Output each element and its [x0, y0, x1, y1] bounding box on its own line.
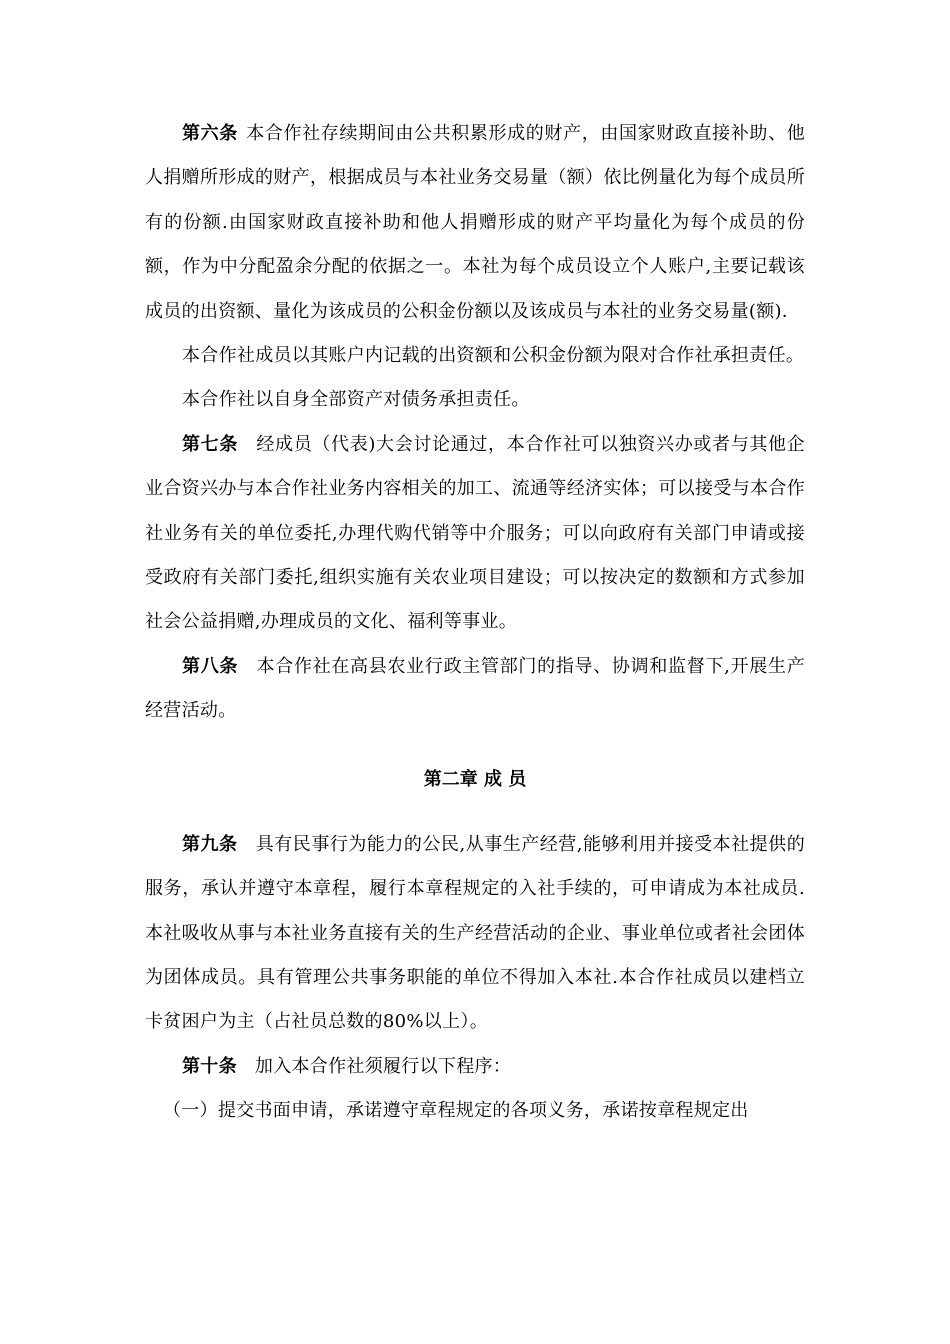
article-10-text: 加入本合作社须履行以下程序：	[254, 1055, 512, 1077]
article-6-label: 第六条	[182, 123, 238, 144]
article-6-text: 本合作社存续期间由公共积累形成的财产，由国家财政直接补助、他人捐赠所形成的财产，根据成员与本社业务交易量（额）依比例量化为每个成员所有的份额.由国家财政直接补助和他人捐赠形成的财产平均量化为每个成员的份额，作为中分配盈余分配的依据之一。本社为每个成员设立个人账户,主要记载该成员的出资额、量化为该成员的公积金份额以及该成员与本社的业务交易量(额)．	[145, 123, 806, 322]
article-9-text: 具有民事行为能力的公民,从事生产经营,能够利用并接受本社提供的服务，承认并遵守本章程，履行本章程规定的入社手续的，可申请成为本社成员.本社吸收从事与本社业务直接有关的生产经营活动的企业、事业单位或者社会团体为团体成员。具有管理公共事务职能的单位不得加入本社.本合作社成员以建档立卡贫困户为主（占社员总数的80%以上）。	[145, 833, 805, 1033]
document-page	[145, 112, 805, 1134]
article-10-label: 第十条	[182, 1055, 237, 1077]
article-8-text: 本合作社在高县农业行政主管部门的指导、协调和监督下,开展生产经营活动。	[145, 655, 806, 722]
chapter-heading: 第二章 成 员	[423, 768, 527, 790]
article-9-label: 第九条	[182, 833, 238, 855]
article-8-label: 第八条	[182, 655, 239, 677]
article-7-text: 经成员（代表)大会讨论通过，本合作社可以独资兴办或者与其他企业合资兴办与本合作社业务内容相关的加工、流通等经济实体；可以接受与本合作社业务有关的单位委托,办理代购代销等中介服务；可以向政府有关部门申请或接受政府有关部门委托,组织实施有关农业项目建设；可以按决定的数额和方式参加社会公益捐赠,办理成员的文化、福利等事业。	[145, 433, 805, 633]
article-8	[145, 645, 805, 734]
article-7	[145, 423, 805, 645]
article-6-paragraph-2: 本合作社成员以其账户内记载的出资额和公积金份额为限对合作社承担责任。	[182, 345, 805, 367]
article-6	[145, 112, 805, 334]
article-10	[145, 1045, 805, 1089]
article-7-label: 第七条	[182, 433, 238, 455]
article-10-item-1: （一）提交书面申请，承诺遵守章程规定的各项义务，承诺按章程规定出	[163, 1100, 749, 1122]
article-9	[145, 823, 805, 1045]
article-6-paragraph-3: 本合作社以自身全部资产对债务承担责任。	[182, 389, 530, 411]
